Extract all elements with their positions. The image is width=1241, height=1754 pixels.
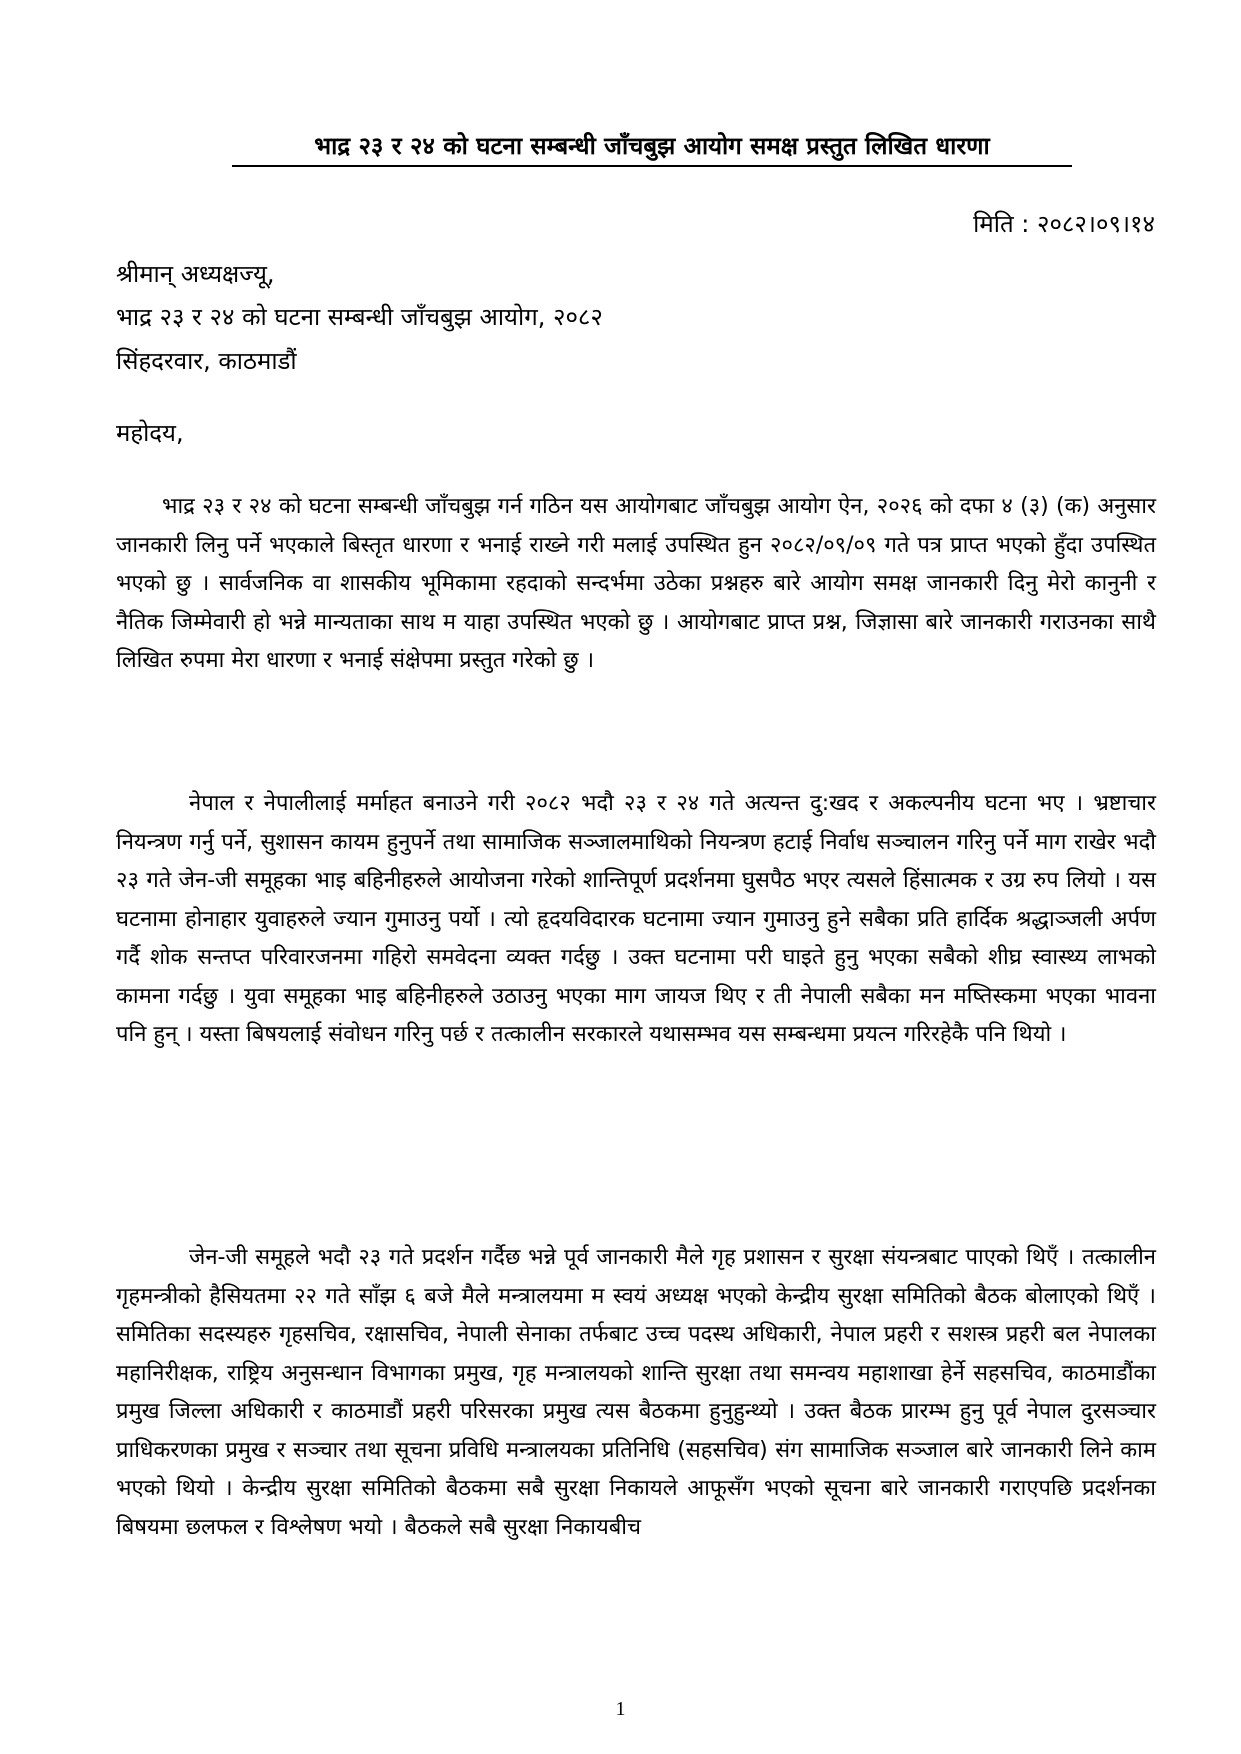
addressee-salutation: श्रीमान् अध्यक्षज्यू, (116, 260, 275, 288)
paragraph-1: भाद्र २३ र २४ को घटना सम्बन्धी जाँचबुझ गर्न गठिन यस आयोगबाट जाँचबुझ आयोग ऐन, २०२६ को दफा ४ (३) (क) अनुसार जानकारी लिनु पर्ने भएकाले बिस्तृत धारणा र भनाई राख्ने गरी मलाई उपस्थित हुन २०८२/०९/०९ गते पत्र प्राप्त भएको हुँदा उपस्थित भएको छु । सार्वजनिक वा शासकीय भूमिकामा रहदाको सन्दर्भमा उठेका प्रश्नहरु बारे आयोग समक्ष जानकारी दिनु मेरो कानुनी र नैतिक जिम्मेवारी हो भन्ने मान्यताका साथ म याहा उपस्थित भएको छु । आयोगबाट प्राप्त प्रश्न, जिज्ञासा बारे जानकारी गराउनका साथै लिखित रुपमा मेरा धारणा र भनाई संक्षेपमा प्रस्तुत गरेको छु । (116, 494, 1156, 673)
page-number: 1 (615, 1698, 626, 1720)
paragraph-2: नेपाल र नेपालीलाई मर्माहत बनाउने गरी २०८२ भदौ २३ र २४ गते अत्यन्त दु:खद र अकल्पनीय घटना भए । भ्रष्टाचार नियन्त्रण गर्नु पर्ने, सुशासन कायम हुनुपर्ने तथा सामाजिक सञ्जालमाथिको नियन्त्रण हटाई निर्वाध सञ्चालन गरिनु पर्ने माग राखेर भदौ २३ गते जेन-जी समूहका भाइ बहिनीहरुले आयोजना गरेको शान्तिपूर्ण प्रदर्शनमा घुसपैठ भएर त्यसले हिंसात्मक र उग्र रुप लियो । यस घटनामा होनाहार युवाहरुले ज्यान गुमाउनु पर्यो । त्यो हृदयविदारक घटनामा ज्यान गुमाउनु हुने सबैका प्रति हार्दिक श्रद्धाञ्जली अर्पण गर्दै शोक सन्तप्त परिवारजनमा गहिरो समवेदना व्यक्त गर्दछु । उक्त घटनामा परी घाइते हुनु भएका सबैको शीघ्र स्वास्थ्य लाभको कामना गर्दछु । युवा समूहका भाइ बहिनीहरुले उठाउनु भएका माग जायज थिए र ती नेपाली सबैका मन मष्तिस्कमा भएका भावना पनि हुन् । यस्ता बिषयलाई संवोधन गरिनु पर्छ र तत्कालीन सरकारले यथासम्भव यस सम्बन्धमा प्रयत्न गरिरहेकै पनि थियो । (116, 791, 1156, 1047)
greeting: महोदय, (116, 419, 184, 447)
document-title: भाद्र २३ र २४ को घटना सम्बन्धी जाँचबुझ आयोग समक्ष प्रस्तुत लिखित धारणा (232, 128, 1072, 167)
document-date: मिति : २०८२।०९।१४ (973, 210, 1155, 238)
paragraph-3: जेन-जी समूहले भदौ २३ गते प्रदर्शन गर्दैछ भन्ने पूर्व जानकारी मैले गृह प्रशासन र सुरक्षा संयन्त्रबाट पाएको थिएँ । तत्कालीन गृहमन्त्रीको हैसियतमा २२ गते साँझ ६ बजे मैले मन्त्रालयमा म स्वयं अध्यक्ष भएको केन्द्रीय सुरक्षा समितिको बैठक बोलाएको थिएँ । समितिका सदस्यहरु गृहसचिव, रक्षासचिव, नेपाली सेनाका तर्फबाट उच्च पदस्थ अधिकारी, नेपाल प्रहरी र सशस्त्र प्रहरी बल नेपालका महानिरीक्षक, राष्ट्रिय अनुसन्धान विभागका प्रमुख, गृह मन्त्रालयको शान्ति सुरक्षा तथा समन्वय महाशाखा हेर्ने सहसचिव, काठमाडौंका प्रमुख जिल्ला अधिकारी र काठमाडौं प्रहरी परिसरका प्रमुख त्यस बैठकमा हुनुहुन्थ्यो । उक्त बैठक प्रारम्भ हुनु पूर्व नेपाल दुरसञ्चार प्राधिकरणका प्रमुख र सञ्चार तथा सूचना प्रविधि मन्त्रालयका प्रतिनिधि (सहसचिव) संग सामाजिक सञ्जाल बारे जानकारी लिने काम भएको थियो । केन्द्रीय सुरक्षा समितिको बैठकमा सबै सुरक्षा निकायले आफूसँग भएको सूचना बारे जानकारी गराएपछि प्रदर्शनका बिषयमा छलफल र विश्लेषण भयो । बैठकले सबै सुरक्षा निकायबीच (116, 1245, 1156, 1540)
addressee-body-name: भाद्र २३ र २४ को घटना सम्बन्धी जाँचबुझ आयोग, २०८२ (116, 303, 603, 331)
addressee-location: सिंहदरवार, काठमाडौं (116, 347, 297, 375)
